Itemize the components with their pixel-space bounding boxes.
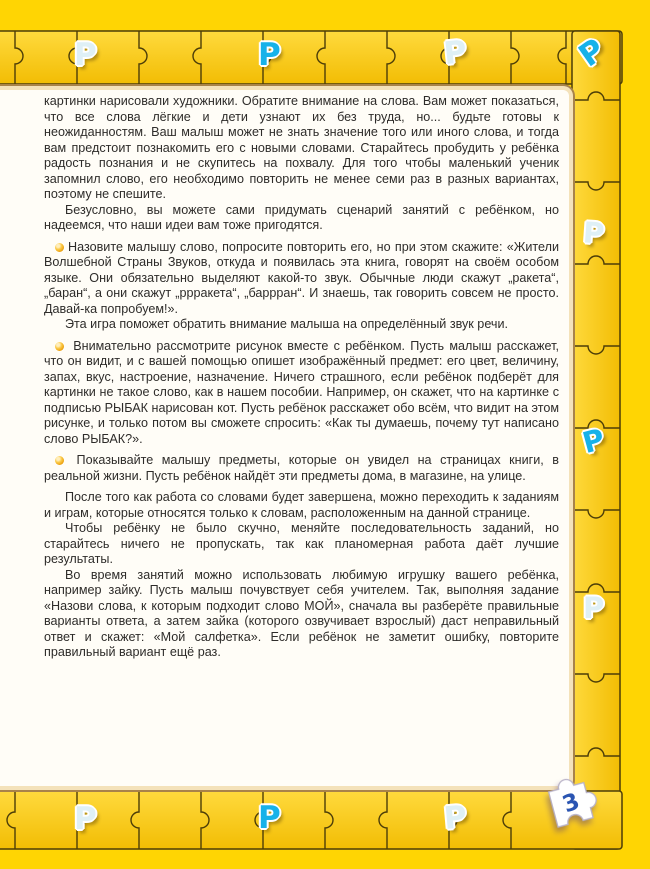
bullet-icon <box>55 456 64 465</box>
border-letter-r: Р <box>258 37 281 73</box>
paragraph <box>44 521 559 568</box>
paragraph <box>44 94 559 203</box>
paragraph-text: Эта игра поможет обратить внимание малыша на определённый звук речи. <box>65 317 508 331</box>
border-letter-r: Р <box>74 37 97 73</box>
bullet-icon <box>55 342 64 351</box>
border-letter-r: Р <box>578 421 609 461</box>
paragraph <box>44 339 559 448</box>
page-text-column <box>0 86 573 790</box>
paragraph <box>44 490 559 521</box>
paragraph-text: Чтобы ребёнку не было скучно, меняйте последовательность заданий, но старайтесь ничего не пропускать, так как планомерная работа даёт лучшие результаты. <box>44 521 559 566</box>
paragraph-text: Во время занятий можно использовать любимую игрушку вашего ребёнка, например зайку. Пусть малыш почувствует себя учителем. Так, выполняя задание «Назови слова, к которым подходит слово МОЙ», сначала вы разберёте правильные варианты ответа, а затем зайка (которого озвучивает взрослый) даст неправильный ответ и скажет: «Мой салфетка». Если ребёнок не заметит ошибку, повторите правильный вариант ещё раз. <box>44 567 559 659</box>
border-letter-r: Р <box>572 31 612 75</box>
border-letter-r: Р <box>442 799 469 837</box>
page <box>0 84 575 792</box>
border-letter-r: Р <box>258 800 281 836</box>
paragraph-text: Показывайте малышу предметы, которые он увидел на страницах книги, в реальной жизни. Пусть ребёнок найдёт эти предметы дома, в магазине, на улице. <box>44 453 559 483</box>
border-letter-r: Р <box>581 215 606 251</box>
paragraph <box>44 317 559 333</box>
paragraph <box>44 203 559 234</box>
page-number: 3 <box>559 788 584 819</box>
paragraph-text: После того как работа со словами будет завершена, можно переходить к заданиям и играм, которые относятся только к словам, расположенным на данной странице. <box>44 490 559 520</box>
paragraph-text: Назовите малышу слово, попросите повторить его, но при этом скажите: «Жители Волшебной Страны Звуков, откуда и появилась эта книга, говорят на своём особом языке. Они обязательно выделяют какой-то звук. Обычные люди скажут „ракета“, „баран“, а они скажут „ррракета“, „баррран“. И знаешь, так говорить совсем не просто. Давай-ка попробуем!». <box>44 239 559 316</box>
paragraph-text: Внимательно рассмотрите рисунок вместе с ребёнком. Пусть малыш расскажет, что он видит, и с вашей помощью опишет изображённый предмет: его цвет, величину, запах, вкус, настроение, назначение. Ничего страшного, если ребёнок подберёт для картинки не такое слово, как в нашем пособии. Например, он скажет, что на картинке с подписью РЫБАК нарисован кот. Пусть ребёнок расскажет обо всём, что видит на этом рисунке, и только потом вы сможете спросить: «Как ты думаешь, почему тут написано слово РЫБАК?». <box>44 338 559 446</box>
border-letter-r: Р <box>74 801 97 837</box>
paragraph-text: картинки нарисовали художники. Обратите внимание на слова. Вам может показаться, что все слова лёгкие и дети узнают их без труда, но... будьте готовы к неожиданностям. Ваш малыш может не знать значение того или иного слова, и тогда вам предстоит познакомить его с новыми словами. Старайтесь пробудить у ребёнка радость познания и не скупитесь на похвалу. Для того чтобы маленький ученик запомнил слово, его необходимо повторить не менее семи раз в разных вариантах, поэтому не спешите. <box>44 94 559 201</box>
paragraph <box>44 568 559 661</box>
paragraph-text: Безусловно, вы можете сами придумать сценарий занятий с ребёнком, но надеемся, что наши идеи вам тоже пригодятся. <box>44 202 559 232</box>
border-letter-r: Р <box>442 33 469 73</box>
paragraph <box>44 453 559 484</box>
paragraph <box>44 240 559 318</box>
bullet-icon <box>55 243 64 252</box>
border-letter-r: Р <box>583 591 605 625</box>
